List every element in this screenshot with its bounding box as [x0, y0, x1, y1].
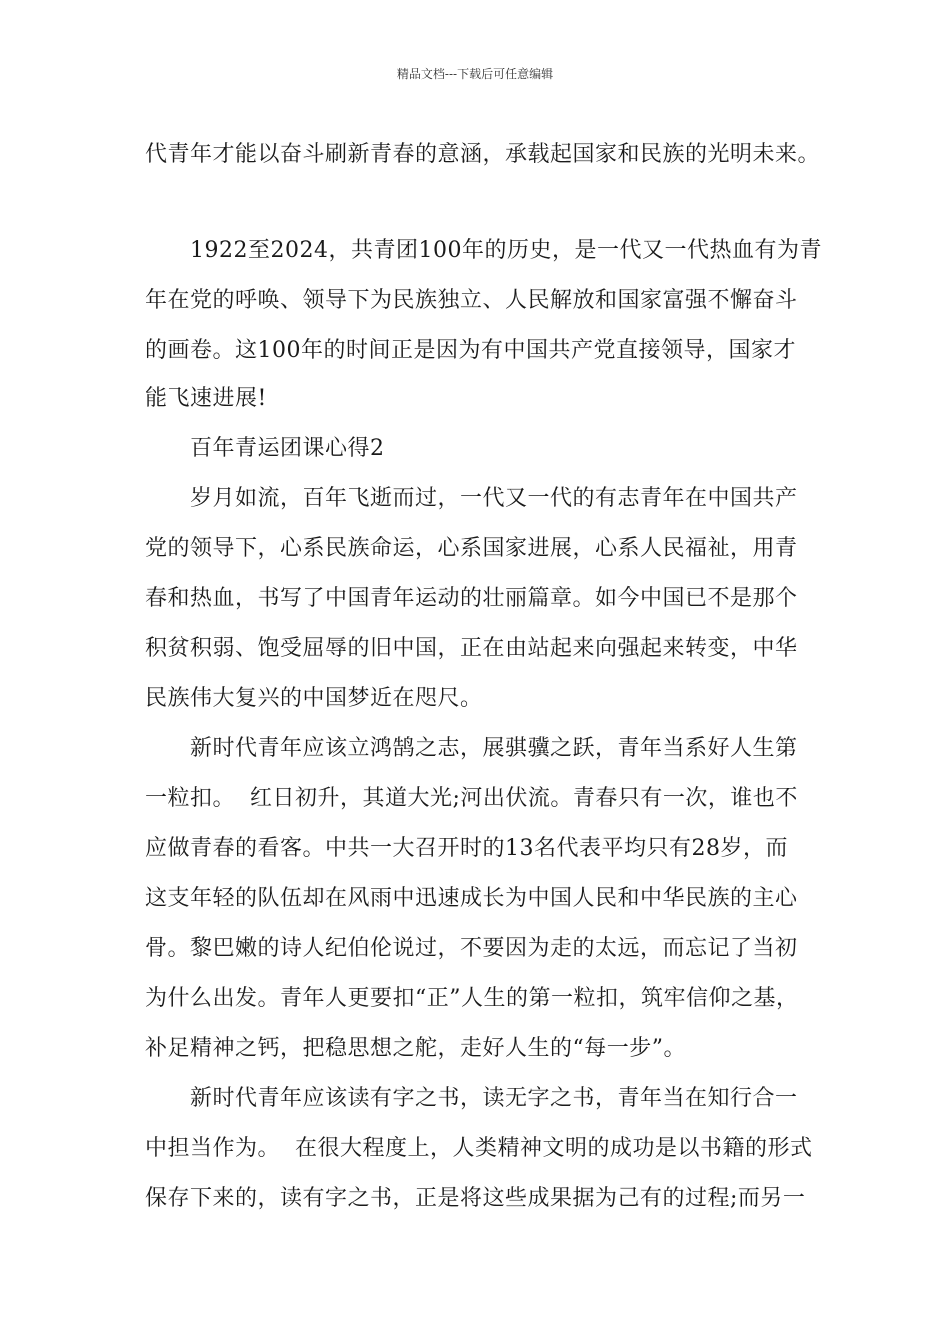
- text-line: 能飞速进展!: [145, 386, 267, 411]
- text-line: 保存下来的，读有字之书，正是将这些成果据为己有的过程;而另一: [145, 1186, 806, 1211]
- text-line: 岁月如流，百年飞逝而过，一代又一代的有志青年在中国共产: [190, 486, 798, 511]
- text-line: 这支年轻的队伍却在风雨中迅速成长为中国人民和中华民族的主心: [145, 886, 798, 911]
- text-line: 补足精神之钙，把稳思想之舵，走好人生的“每一步”。: [145, 1036, 686, 1061]
- text-line: 的画卷。这100年的时间正是因为有中国共产党直接领导，国家才: [145, 338, 796, 363]
- section-heading: 百年青运团课心得2: [190, 436, 385, 461]
- text-line: 骨。黎巴嫩的诗人纪伯伦说过，不要因为走的太远，而忘记了当初: [145, 936, 798, 961]
- text-line: 年在党的呼唤、领导下为民族独立、人民解放和国家富强不懈奋斗: [145, 288, 798, 313]
- text-line: 党的领导下，心系民族命运，心系国家进展，心系人民福祉，用青: [145, 536, 798, 561]
- text-line: 应做青春的看客。中共一大召开时的13名代表平均只有28岁，而: [145, 836, 788, 861]
- text-line: 新时代青年应该读有字之书，读无字之书，青年当在知行合一: [190, 1086, 798, 1111]
- text-line: 一粒扣。 红日初升，其道大光;河出伏流。青春只有一次，谁也不: [145, 786, 798, 811]
- text-line: 春和热血，书写了中国青年运动的壮丽篇章。如今中国已不是那个: [145, 586, 798, 611]
- text-line: 中担当作为。 在很大程度上，人类精神文明的成功是以书籍的形式: [145, 1136, 813, 1161]
- text-line: 为什么出发。青年人更要扣“正”人生的第一粒扣，筑牢信仰之基，: [145, 986, 799, 1011]
- text-line: 积贫积弱、饱受屈辱的旧中国，正在由站起来向强起来转变，中华: [145, 636, 798, 661]
- text-line: 1922至2024，共青团100年的历史，是一代又一代热血有为青: [190, 238, 822, 263]
- text-line: 民族伟大复兴的中国梦近在咫尺。: [145, 686, 483, 711]
- page-header: 精品文档---下载后可任意编辑: [396, 67, 554, 81]
- text-line: 新时代青年应该立鸿鹄之志，展骐骥之跃，青年当系好人生第: [190, 736, 798, 761]
- text-line: 代青年才能以奋斗刷新青春的意涵，承载起国家和民族的光明未来。: [145, 142, 821, 167]
